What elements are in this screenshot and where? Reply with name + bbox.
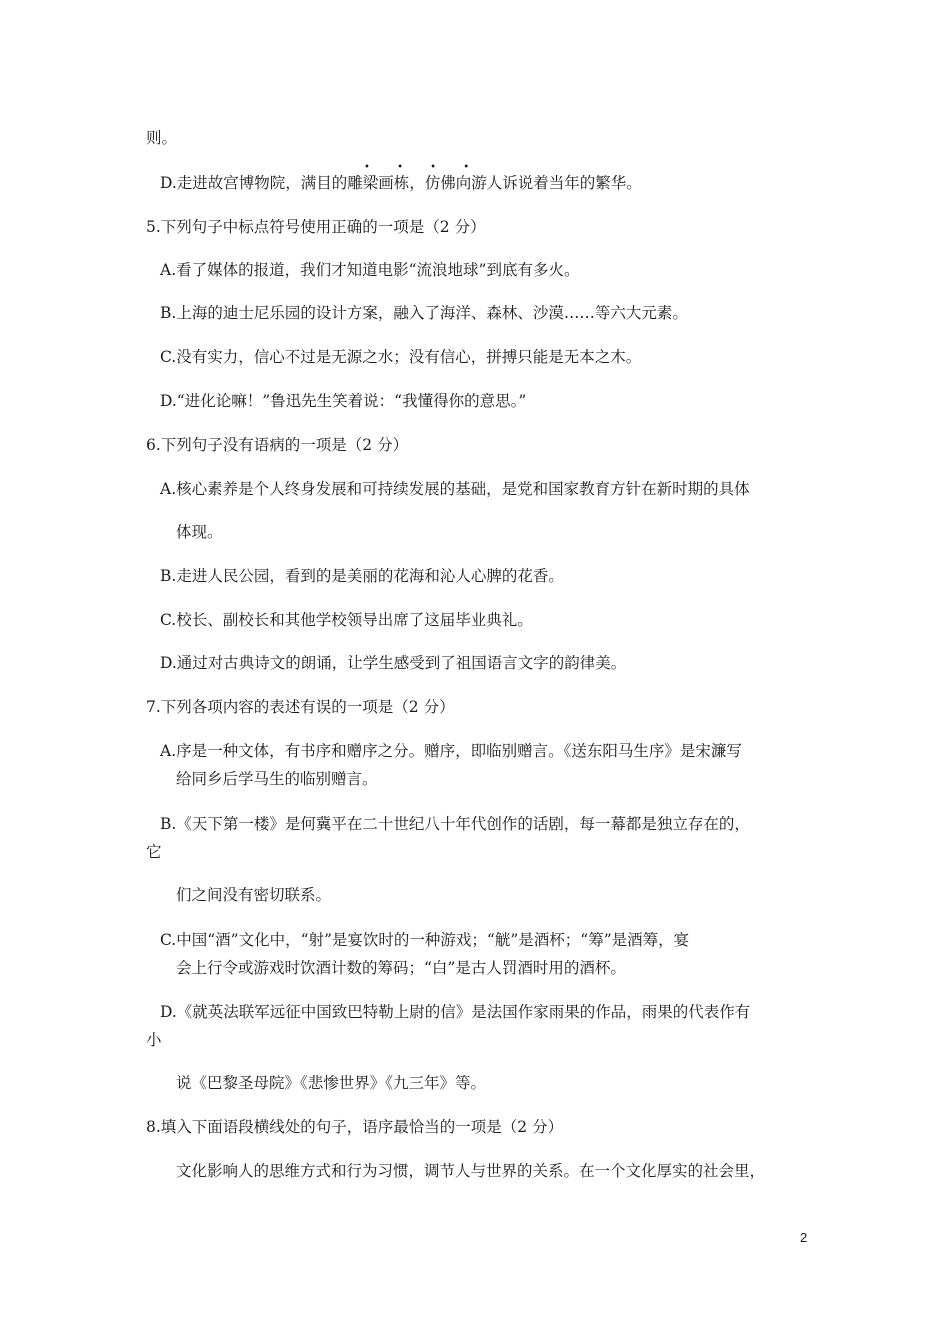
option-a: A.看了媒体的报道，我们才知道电影“流浪地球”到底有多火。 xyxy=(160,261,580,279)
option-d: D.走进故宫博物院，满目的雕梁画栋，仿佛向游人诉说着当年的繁华。 xyxy=(160,174,642,192)
option-d: D.《就英法联军远征中国致巴特勒上尉的信》是法国作家雨果的作品，雨果的代表作有 xyxy=(160,1003,751,1021)
option-a: A.序是一种文体，有书序和赠序之分。赠序，即临别赠言。《送东阳马生序》是宋濂写 xyxy=(160,742,742,760)
option-d-continued: 说《巴黎圣母院》《悲惨世界》《九三年》等。 xyxy=(176,1074,487,1092)
question-7: 7.下列各项内容的表述有误的一项是（2 分） xyxy=(146,698,455,716)
text-line: 则。 xyxy=(146,129,178,147)
emphasis-dots: • • • • xyxy=(364,162,482,173)
option-d: D.通过对古典诗文的朗诵，让学生感受到了祖国语言文字的韵律美。 xyxy=(160,654,627,672)
option-b-wrap: 它 xyxy=(146,843,162,861)
question-8: 8.填入下面语段横线处的句子，语序最恰当的一项是（2 分） xyxy=(146,1118,564,1136)
passage-text: 文化影响人的思维方式和行为习惯，调节人与世界的关系。在一个文化厚实的社会里， xyxy=(176,1162,766,1180)
question-5: 5.下列句子中标点符号使用正确的一项是（2 分） xyxy=(146,218,486,236)
option-c-continued: 会上行令或游戏时饮酒计数的筹码；“白”是古人罚酒时用的酒杯。 xyxy=(176,959,626,977)
option-b: B.走进人民公园，看到的是美丽的花海和沁人心脾的花香。 xyxy=(160,567,564,585)
option-a: A.核心素养是个人终身发展和可持续发展的基础，是党和国家教育方针在新时期的具体 xyxy=(160,480,750,498)
option-a-continued: 体现。 xyxy=(176,523,223,541)
option-c: C.中国“酒”文化中，“射”是宴饮时的一种游戏；“觥”是酒杯；“筹”是酒筹，宴 xyxy=(160,931,690,949)
option-d: D.“进化论嘛！”鲁迅先生笑着说：“我懂得你的意思。” xyxy=(160,392,527,410)
option-b-continued: 们之间没有密切联系。 xyxy=(176,886,332,904)
option-a-continued: 给同乡后学马生的临别赠言。 xyxy=(176,770,378,788)
option-c: C.校长、副校长和其他学校领导出席了这届毕业典礼。 xyxy=(160,611,533,629)
option-d-wrap: 小 xyxy=(146,1031,162,1049)
option-c: C.没有实力，信心不过是无源之水；没有信心，拼搏只能是无本之木。 xyxy=(160,348,642,366)
question-6: 6.下列句子没有语病的一项是（2 分） xyxy=(146,436,409,454)
option-b: B.上海的迪士尼乐园的设计方案，融入了海洋、森林、沙漠……等六大元素。 xyxy=(160,304,688,322)
option-b: B.《天下第一楼》是何冀平在二十世纪八十年代创作的话剧，每一幕都是独立存在的， xyxy=(160,815,750,833)
page-number: 2 xyxy=(800,1230,808,1245)
